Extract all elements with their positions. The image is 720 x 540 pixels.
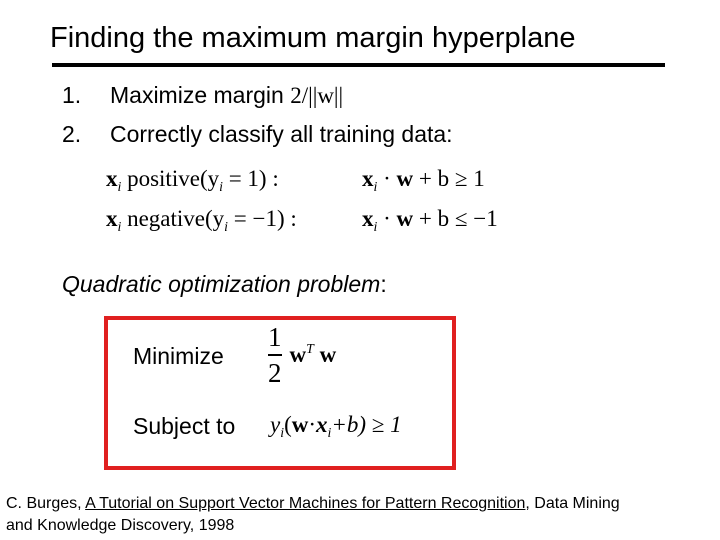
citation-line-2: and Knowledge Discovery, 1998 (6, 517, 235, 534)
citation-line-1: C. Burges, A Tutorial on Support Vector Machines for Pattern Recognition, Data Mining (6, 495, 620, 512)
list-number: 2. (62, 121, 82, 147)
one-half-fraction: $\frac{1}{2}$ (268, 322, 282, 388)
quadratic-heading: Quadratic optimization problem: (62, 271, 387, 297)
list-item-2 (62, 121, 453, 148)
paper-link[interactable]: A Tutorial on Support Vector Machines for Pattern Recognition (85, 495, 526, 512)
subject-constraint: $y_i(w\cdot x_i+b) \ge 1$ (270, 412, 402, 440)
minimize-label: Minimize (133, 343, 224, 369)
list-number: 1. (62, 82, 82, 108)
negative-constraint-condition: $x_i$ $negative(y_i = -1)$ : (106, 206, 297, 234)
positive-constraint-condition: $x_i$ $positive(y_i = 1)$ : (106, 166, 279, 194)
list-text: Correctly classify all training data: (110, 121, 453, 147)
title-underline (52, 63, 665, 67)
slide-title: Finding the maximum margin hyperplane (50, 22, 576, 54)
margin-formula: 2/||w|| (290, 83, 344, 108)
list-item-1 (62, 82, 343, 109)
objective-expression: $\frac{1}{2}$ $w^T$ w (268, 322, 337, 388)
subject-to-label: Subject to (133, 413, 236, 439)
positive-constraint-inequality: $x_i \cdot w + b \ge 1$ (362, 166, 485, 194)
negative-constraint-inequality: $x_i \cdot w + b \le -1$ (362, 206, 498, 234)
list-text: Maximize margin (110, 82, 291, 108)
